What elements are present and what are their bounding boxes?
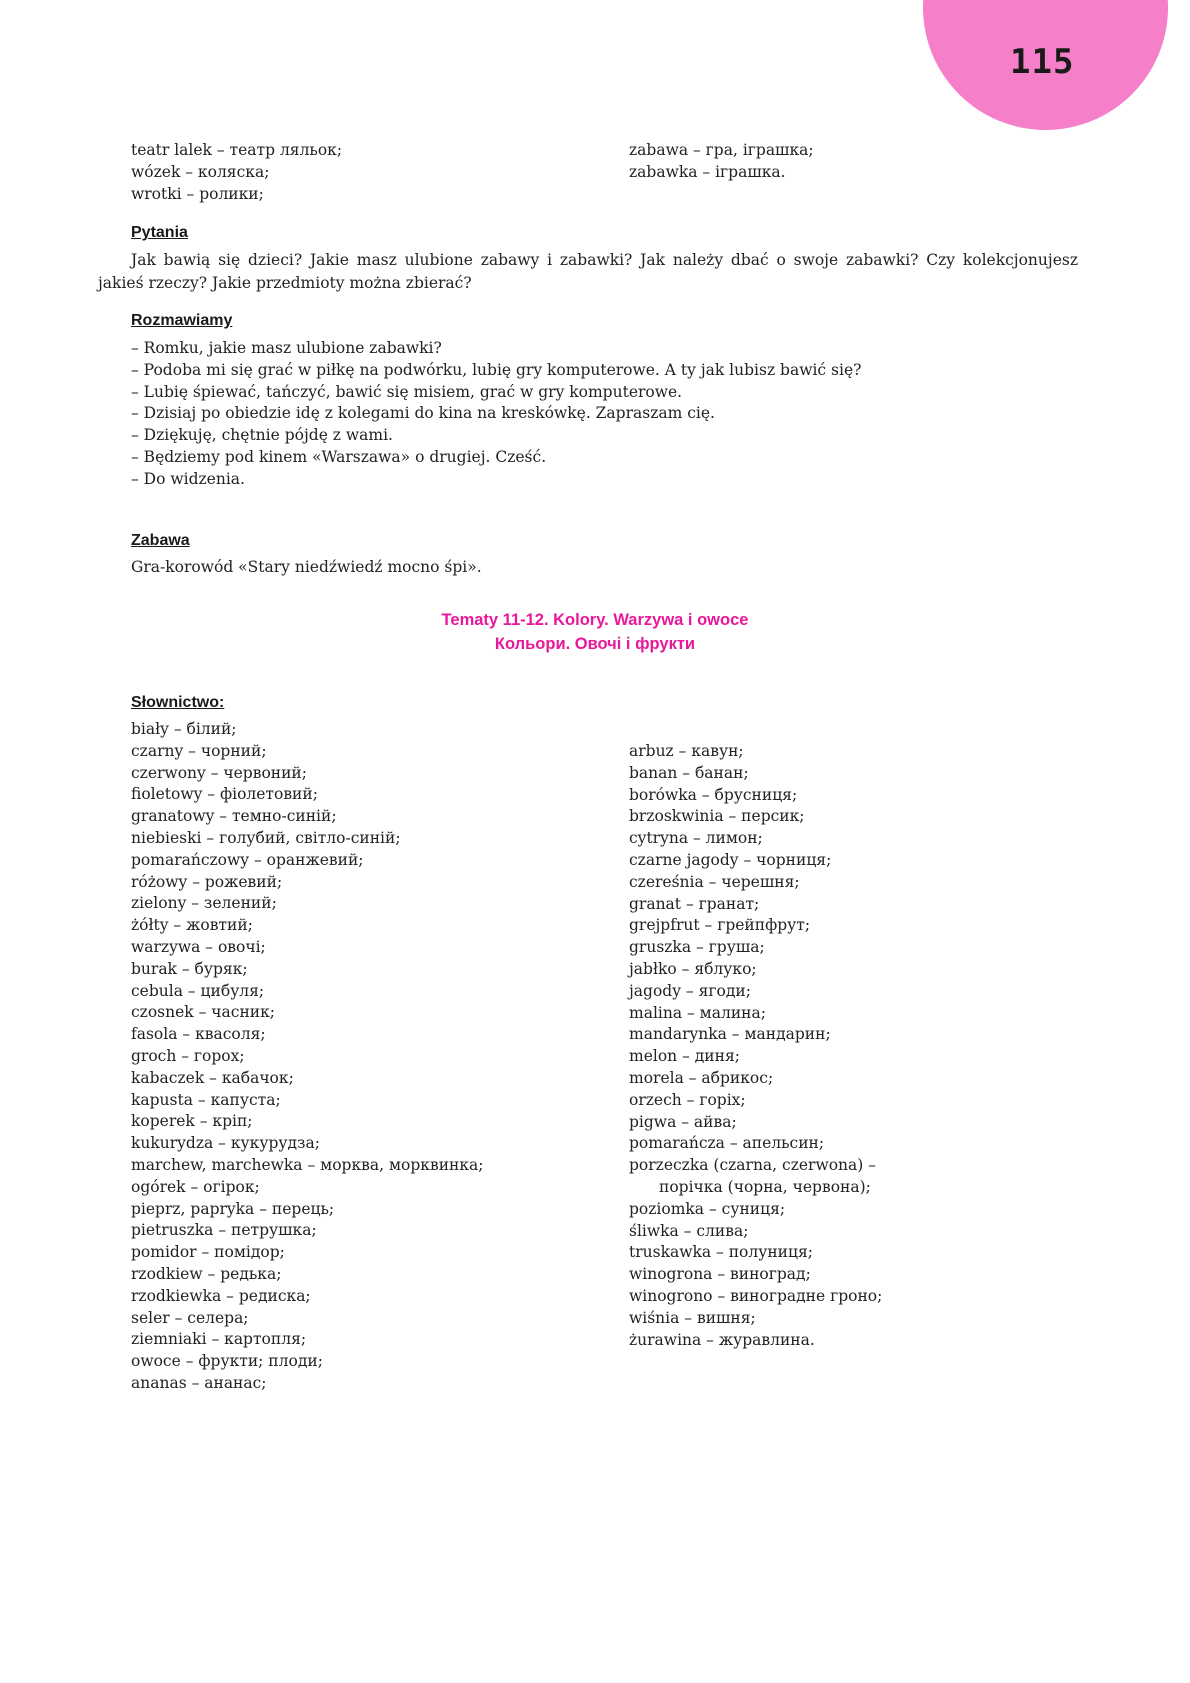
vocab-entry: fioletowy – фіолетовий;: [131, 785, 318, 804]
page-number: 115: [1010, 42, 1075, 82]
vocab-entry: owoce – фрукти; плоди;: [131, 1352, 323, 1371]
vocab-entry: czosnek – часник;: [131, 1003, 276, 1022]
vocab-entry-continuation: порічка (чорна, червона);: [659, 1177, 871, 1196]
vocab-entry: niebieski – голубий, світло-синій;: [131, 828, 401, 847]
vocab-entry: wózek – коляска;: [131, 162, 270, 181]
vocab-entry: grejpfrut – грейпфрут;: [629, 916, 811, 935]
vocab-top-left: [131, 140, 342, 205]
vocab-entry: czarny – чорний;: [131, 741, 267, 760]
vocab-entry: pomidor – помідор;: [131, 1243, 285, 1262]
vocab-entry: orzech – горіх;: [629, 1090, 746, 1109]
vocab-entry: morela – абрикос;: [629, 1068, 774, 1087]
vocab-entry: wiśnia – вишня;: [629, 1308, 756, 1327]
dialogue-line: – Romku, jakie masz ulubione zabawki?: [131, 339, 442, 357]
vocab-entry: rzodkiew – редька;: [131, 1264, 282, 1283]
vocab-entry: pomarańcza – апельсин;: [629, 1134, 825, 1153]
vocab-entry: śliwka – слива;: [629, 1221, 749, 1240]
vocab-entry: arbuz – кавун;: [629, 742, 744, 760]
vocab-entry: fasola – квасоля;: [131, 1025, 266, 1044]
dialogue-line: – Do widzenia.: [131, 469, 245, 488]
vocab-entry: ogórek – огірок;: [131, 1177, 260, 1196]
vocab-entry: malina – малина;: [629, 1003, 766, 1022]
vocab-entry: wrotki – ролики;: [131, 184, 264, 203]
vocab-entry: melon – диня;: [629, 1047, 740, 1066]
dialogue-line: – Dziękuję, chętnie pójdę z wami.: [131, 426, 393, 445]
vocab-entry: biały – білий;: [131, 720, 237, 738]
vocab-entry: kapusta – капуста;: [131, 1090, 281, 1109]
vocab-entry: koperek – кріп;: [131, 1112, 253, 1131]
vocab-entry: zabawa – гра, іграшка;: [629, 141, 814, 159]
vocab-top-right: [629, 140, 814, 184]
vocab-entry: pigwa – айва;: [629, 1112, 737, 1131]
vocab-entry: warzywa – овочі;: [131, 937, 266, 956]
game-heading: Zabawa: [131, 532, 190, 549]
vocab-entry: banan – банан;: [629, 763, 749, 782]
topic-title-pl: Tematy 11-12. Kolory. Warzywa i owoce: [441, 611, 749, 629]
vocab-entry: żółty – жовтий;: [131, 916, 253, 935]
dialogue-line: – Będziemy pod kinem «Warszawa» o drugiej. Cześć.: [131, 447, 547, 466]
game-text-wrap: [131, 557, 482, 579]
vocab-entry: porzeczka (czarna, czerwona) –: [629, 1156, 877, 1175]
dialogue-line: – Lubię śpiewać, tańczyć, bawić się misiem, grać w gry komputerowe.: [131, 382, 683, 401]
vocab-entry: borówka – брусниця;: [629, 785, 798, 804]
vocab-entry: cebula – цибуля;: [131, 981, 265, 1000]
vocabulary-heading: Słownictwo:: [131, 694, 225, 711]
vocab-entry: zielony – зелений;: [131, 894, 277, 913]
vocab-entry: burak – буряк;: [131, 959, 248, 978]
vocab-entry: jabłko – яблуко;: [629, 959, 757, 978]
vocab-entry: jagody – ягоди;: [629, 981, 751, 1000]
vocab-entry: mandarynka – мандарин;: [629, 1025, 831, 1044]
topic-title-uk: Кольори. Овочі і фрукти: [494, 635, 696, 653]
dialogue: [131, 338, 861, 491]
vocab-entry: seler – селера;: [131, 1308, 249, 1327]
vocab-entry: brzoskwinia – персик;: [629, 807, 805, 826]
vocab-entry: winogrono – виноградне гроно;: [629, 1286, 883, 1305]
vocab-entry: rzodkiewka – редиска;: [131, 1286, 311, 1305]
dialogue-heading: Rozmawiamy: [131, 312, 233, 329]
game-text: Gra-korowód «Stary niedźwiedź mocno śpi».: [131, 558, 482, 576]
vocab-entry: teatr lalek – театр ляльок;: [131, 141, 343, 159]
vocab-entry: gruszka – груша;: [629, 938, 765, 957]
vocab-entry: winogrona – виноград;: [629, 1265, 811, 1284]
questions-heading: Pytania: [131, 224, 188, 241]
dialogue-line: – Podoba mi się grać w piłkę na podwórku, lubię gry komputerowe. A ty jak lubisz bawić się?: [131, 360, 862, 379]
vocab-entry: ziemniaki – картопля;: [131, 1330, 307, 1349]
vocabulary-right: [629, 741, 882, 1351]
vocabulary-left: [131, 719, 484, 1395]
vocab-entry: pietruszka – петрушка;: [131, 1221, 317, 1240]
vocab-entry: truskawka – полуниця;: [629, 1243, 813, 1262]
vocab-entry: pieprz, papryka – перець;: [131, 1199, 335, 1218]
vocab-entry: czereśnia – черешня;: [629, 872, 800, 891]
vocab-entry: poziomka – суниця;: [629, 1199, 786, 1218]
vocab-entry: cytryna – лимон;: [629, 829, 763, 848]
vocab-entry: zabawka – іграшка.: [629, 162, 786, 181]
vocab-entry: groch – горох;: [131, 1046, 245, 1065]
vocab-entry: pomarańczowy – оранжевий;: [131, 850, 364, 869]
vocab-entry: ananas – ананас;: [131, 1373, 267, 1392]
vocab-entry: kabaczek – кабачок;: [131, 1068, 294, 1087]
questions-text: Jak bawią się dzieci? Jakie masz ulubione zabawy i zabawki? Jak należy dbać o swoje zabawki? Czy kolekcjonujesz jakieś rzeczy? Jakie przedmioty można zbierać?: [98, 251, 1078, 292]
vocab-entry: granatowy – темно-синій;: [131, 807, 337, 826]
vocab-entry: różowy – рожевий;: [131, 872, 283, 891]
vocab-entry: czerwony – червоний;: [131, 763, 307, 782]
vocab-entry: marchew, marchewka – морква, морквинка;: [131, 1155, 484, 1174]
vocab-entry: granat – гранат;: [629, 894, 760, 913]
vocab-entry: kukurydza – кукурудза;: [131, 1134, 320, 1153]
vocab-entry: żurawina – журавлина.: [629, 1330, 815, 1349]
dialogue-line: – Dzisiaj po obiedzie idę z kolegami do kina na kreskówkę. Zapraszam cię.: [131, 404, 715, 423]
vocab-entry: czarne jagody – чорниця;: [629, 850, 832, 869]
